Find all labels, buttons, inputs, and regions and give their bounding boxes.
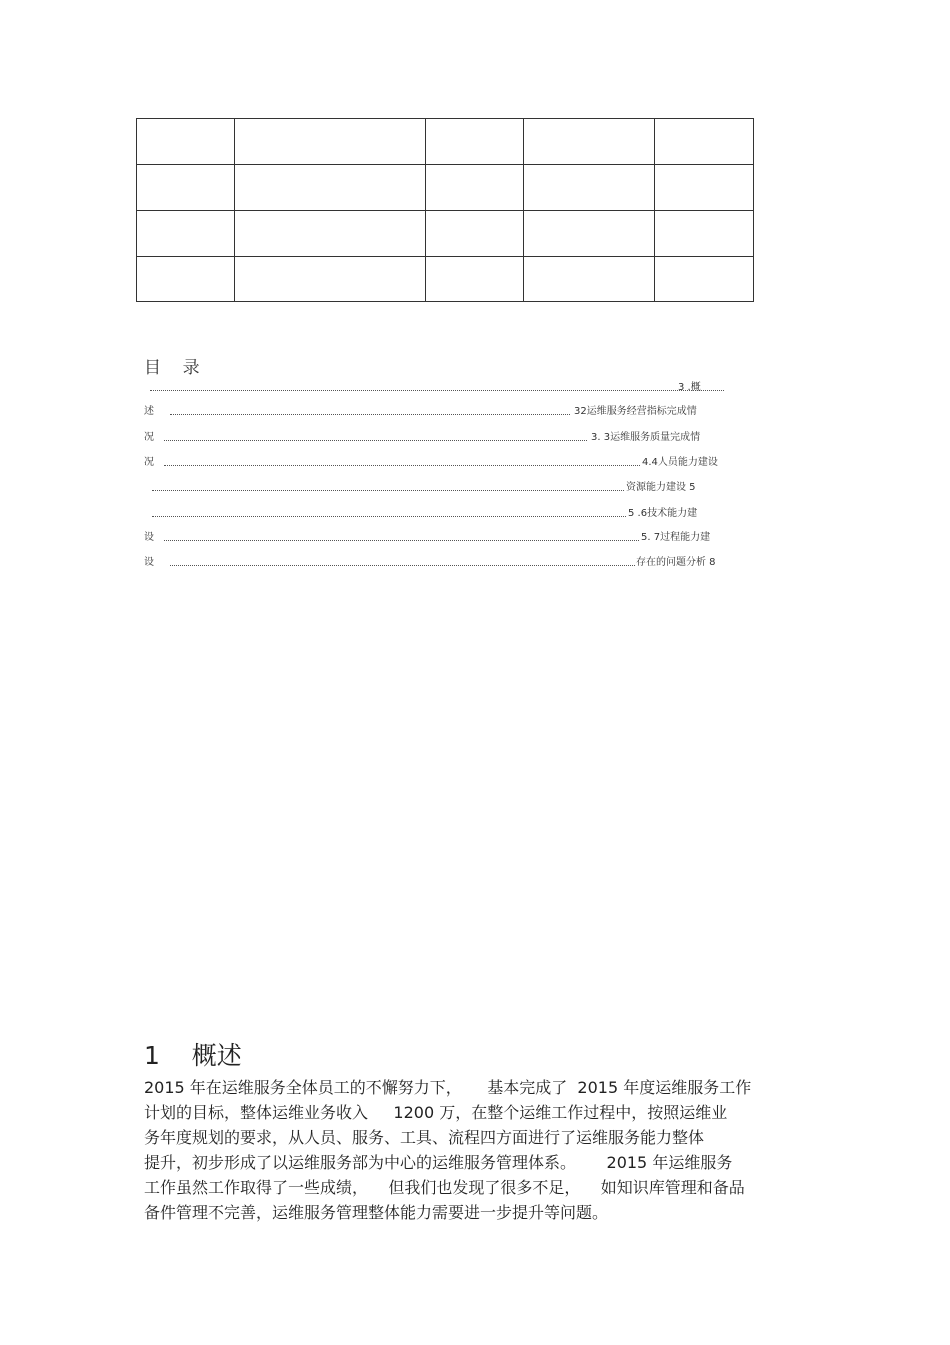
table-cell — [426, 257, 524, 302]
toc-entry[interactable] — [144, 380, 724, 396]
toc-entry-text: 3 .概 — [678, 382, 701, 393]
toc-entry-text: 3. 3运维服务质量完成情 — [591, 432, 701, 443]
table-cell — [655, 257, 754, 302]
toc-entry-prefix: 设 — [144, 532, 154, 543]
table-cell — [235, 119, 426, 165]
table-cell — [137, 119, 235, 165]
table-cell — [524, 165, 655, 211]
toc-leader-dots — [164, 531, 639, 541]
table-row — [137, 165, 754, 211]
toc-entry-prefix: 况 — [144, 432, 154, 443]
toc-entry[interactable] — [144, 480, 724, 496]
table-cell — [235, 257, 426, 302]
table-cell — [137, 257, 235, 302]
section-heading: 1 概述 — [144, 1041, 242, 1070]
toc-entry[interactable] — [144, 530, 724, 546]
table-row — [137, 211, 754, 257]
table-cell — [137, 165, 235, 211]
toc-leader-dots — [152, 507, 626, 517]
toc-entry-text: 5 .6技术能力建 — [628, 508, 698, 519]
paragraph-line: 务年度规划的要求，从人员、服务、工具、流程四方面进行了运维服务能力整体 — [144, 1128, 705, 1147]
toc-leader-dots — [164, 456, 640, 466]
toc-entry[interactable] — [144, 404, 724, 420]
toc-leader-dots — [152, 481, 624, 491]
toc-entry[interactable] — [144, 455, 724, 471]
table-cell — [426, 165, 524, 211]
toc-leader-dots — [164, 431, 587, 441]
toc-title: 目 录 — [144, 358, 200, 378]
toc-leader-dots — [170, 556, 635, 566]
table-row — [137, 119, 754, 165]
toc-entry-text: 5. 7过程能力建 — [641, 532, 711, 543]
table-cell — [524, 257, 655, 302]
paragraph-line: 提升，初步形成了以运维服务部为中心的运维服务管理体系。 2015 年运维服务 — [144, 1153, 733, 1172]
paragraph-line: 工作虽然工作取得了一些成绩， 但我们也发现了很多不足， 如知识库管理和备品 — [144, 1178, 745, 1197]
paragraph-line: 计划的目标，整体运维业务收入 1200 万，在整个运维工作过程中，按照运维业 — [144, 1103, 728, 1122]
toc-entry[interactable] — [144, 506, 724, 522]
table-cell — [426, 119, 524, 165]
toc-entry-prefix: 况 — [144, 457, 154, 468]
table-row — [137, 257, 754, 302]
table-cell — [524, 119, 655, 165]
toc-entry-text: 资源能力建设 5 — [626, 482, 696, 493]
toc-entry-prefix: 述 — [144, 406, 154, 417]
table-cell — [235, 211, 426, 257]
paragraph-line: 2015 年在运维服务全体员工的不懈努力下， 基本完成了 2015 年度运维服务工作 — [144, 1078, 752, 1097]
table-cell — [137, 211, 235, 257]
toc-leader-dots — [170, 405, 570, 415]
table-cell — [426, 211, 524, 257]
toc-entry[interactable] — [144, 430, 724, 446]
empty-grid-table — [136, 118, 754, 302]
table-cell — [524, 211, 655, 257]
table-cell — [655, 211, 754, 257]
toc-entry-prefix: 设 — [144, 557, 154, 568]
table-cell — [235, 165, 426, 211]
toc-entry-text: 存在的问题分析 8 — [636, 557, 716, 568]
table-cell — [655, 165, 754, 211]
table-cell — [655, 119, 754, 165]
toc-entry[interactable] — [144, 555, 744, 571]
paragraph-line: 备件管理不完善，运维服务管理整体能力需要进一步提升等问题。 — [144, 1203, 609, 1222]
toc-entry-text: 4.4人员能力建设 — [642, 457, 718, 468]
toc-leader-dots — [150, 381, 724, 391]
toc-entry-text: 32运维服务经营指标完成情 — [574, 406, 697, 417]
